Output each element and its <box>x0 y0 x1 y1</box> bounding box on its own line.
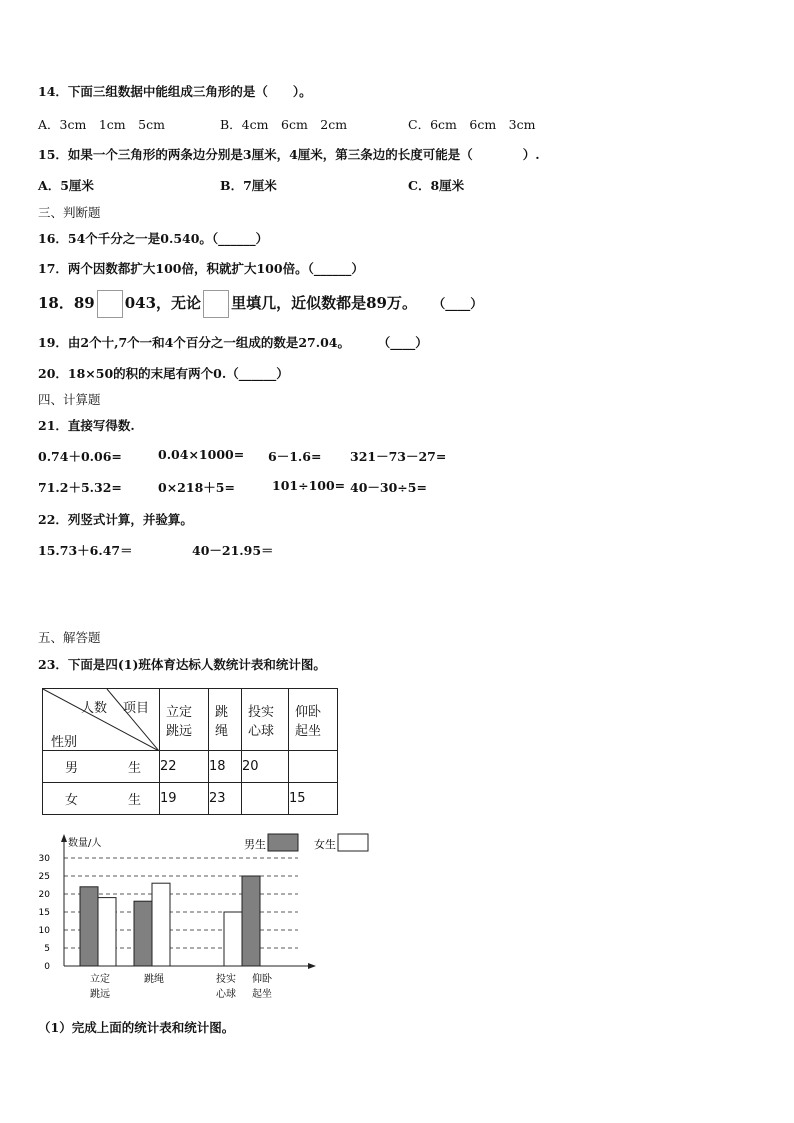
row-label-text: 女 <box>65 793 79 808</box>
legend-swatch <box>268 834 298 851</box>
q21-r1-c1: 0.74＋0.06= <box>38 449 122 464</box>
header-text: 跳 <box>215 704 229 720</box>
header-text: 跳远 <box>166 723 193 739</box>
x-axis-arrow <box>308 963 316 969</box>
bar-male <box>134 901 152 966</box>
q21-r2-c3: 101÷100= <box>272 478 346 493</box>
row-label-female <box>43 783 160 815</box>
q18-prefix: 18．89 <box>38 294 95 312</box>
bar-chart-svg <box>28 828 388 1008</box>
bar-female <box>152 883 170 966</box>
bar-male <box>80 887 98 966</box>
corner-label-gender: 性别 <box>51 735 78 750</box>
cell-male-jump: 22 <box>160 751 209 783</box>
legend-label: 女生 <box>314 838 336 851</box>
header-text: 立定 <box>166 704 193 720</box>
header-text: 仰卧 <box>295 704 322 720</box>
q15-stem: 15．如果一个三角形的两条边分别是3厘米，4厘米，第三条边的长度可能是（ ）. <box>38 147 540 162</box>
q23-stem: 23．下面是四(1)班体育达标人数统计表和统计图。 <box>38 657 326 672</box>
table-row <box>43 751 338 783</box>
x-tick-label: 立定 <box>90 974 110 985</box>
q21-r1-c4: 321－73－27= <box>350 449 447 464</box>
y-tick-label: 5 <box>44 944 50 954</box>
section-3-title: 三、判断题 <box>38 205 101 220</box>
corner-label-item: 项目 <box>123 701 150 716</box>
corner-label-count: 人数 <box>81 701 108 716</box>
q19-text: 19．由2个十,7个一和4个百分之一组成的数是27.04。 <box>38 335 350 350</box>
q19-blank: （____） <box>383 335 428 350</box>
header-text: 心球 <box>248 723 275 739</box>
header-text: 绳 <box>215 723 229 739</box>
cell-female-situp: 15 <box>289 783 338 815</box>
x-tick-label: 跳绳 <box>144 974 164 985</box>
q23-sub1: （1）完成上面的统计表和统计图。 <box>38 1020 235 1035</box>
table-row <box>43 783 338 815</box>
y-tick-label: 10 <box>38 926 50 936</box>
statistics-table <box>42 688 338 815</box>
y-tick-label: 30 <box>38 854 50 864</box>
q14-option-c: C．6cm 6cm 3cm <box>408 117 536 132</box>
y-axis-arrow <box>61 834 67 842</box>
q19 <box>38 333 428 351</box>
y-tick-label: 15 <box>38 908 50 918</box>
bar-male <box>242 876 260 966</box>
legend-swatch <box>338 834 368 851</box>
q22-item-2: 40－21.95＝ <box>192 543 274 558</box>
y-axis-label: 数量/人 <box>68 838 102 849</box>
q18-suffix: （____） <box>438 296 483 311</box>
cell-male-shotput: 20 <box>242 751 289 783</box>
section-5-title: 五、解答题 <box>38 630 101 645</box>
x-tick-label: 起坐 <box>252 989 272 1000</box>
q15-option-a: A．5厘米 <box>38 178 94 193</box>
row-label-text: 男 <box>65 761 79 776</box>
q21-r2-c4: 40－30÷5= <box>350 480 427 495</box>
q22-stem: 22．列竖式计算，并验算。 <box>38 512 193 527</box>
q17: 17．两个因数都扩大100倍，积就扩大100倍。（______） <box>38 261 364 276</box>
legend-label: 男生 <box>244 838 266 851</box>
bar-chart <box>28 828 388 1008</box>
row-label-text: 生 <box>128 793 142 808</box>
q18 <box>38 290 483 318</box>
header-shotput <box>242 689 289 751</box>
header-rope <box>209 689 242 751</box>
y-tick-label: 20 <box>38 890 50 900</box>
q15-option-c: C．8厘米 <box>408 178 465 193</box>
q21-r1-c2: 0.04×1000= <box>158 447 245 462</box>
y-tick-label: 0 <box>44 962 50 972</box>
table-corner-cell <box>43 689 160 751</box>
q21-r2-c1: 71.2＋5.32= <box>38 480 122 495</box>
q21-r2-c2: 0×218＋5= <box>158 480 235 495</box>
q16: 16．54个千分之一是0.540。（______） <box>38 231 269 246</box>
q14-option-b: B．4cm 6cm 2cm <box>220 117 348 132</box>
q18-middle2: 里填几，近似数都是89万。 <box>231 294 417 312</box>
section-4-title: 四、计算题 <box>38 392 101 407</box>
x-tick-label: 跳远 <box>90 989 110 1000</box>
cell-female-shotput[interactable] <box>242 783 289 815</box>
cell-female-rope: 23 <box>209 783 242 815</box>
row-label-text: 生 <box>128 761 142 776</box>
header-text: 起坐 <box>295 723 322 739</box>
x-tick-label: 投实 <box>216 974 236 985</box>
y-tick-label: 25 <box>38 872 50 882</box>
header-text: 投实 <box>248 704 275 720</box>
q14-stem: 14．下面三组数据中能组成三角形的是（ ）。 <box>38 84 312 99</box>
q14-option-a: A．3cm 1cm 5cm <box>38 117 165 132</box>
q22-item-1: 15.73＋6.47＝ <box>38 543 133 558</box>
cell-female-jump: 19 <box>160 783 209 815</box>
q18-answer-box[interactable] <box>97 290 123 318</box>
cell-male-rope: 18 <box>209 751 242 783</box>
q21-stem: 21．直接写得数. <box>38 418 135 433</box>
row-label-male <box>43 751 160 783</box>
bar-female <box>224 912 242 966</box>
q21-r1-c3: 6－1.6= <box>268 449 322 464</box>
q20: 20．18×50的积的末尾有两个0.（______） <box>38 366 289 381</box>
q18-middle1: 043，无论 <box>124 294 202 312</box>
q18-answer-box-2[interactable] <box>203 290 229 318</box>
q15-option-b: B．7厘米 <box>220 178 277 193</box>
header-situp <box>289 689 338 751</box>
x-tick-label: 仰卧 <box>252 974 272 985</box>
cell-male-situp[interactable] <box>289 751 338 783</box>
bar-female <box>98 898 116 966</box>
x-tick-label: 心球 <box>216 989 236 1000</box>
header-standing-jump <box>160 689 209 751</box>
